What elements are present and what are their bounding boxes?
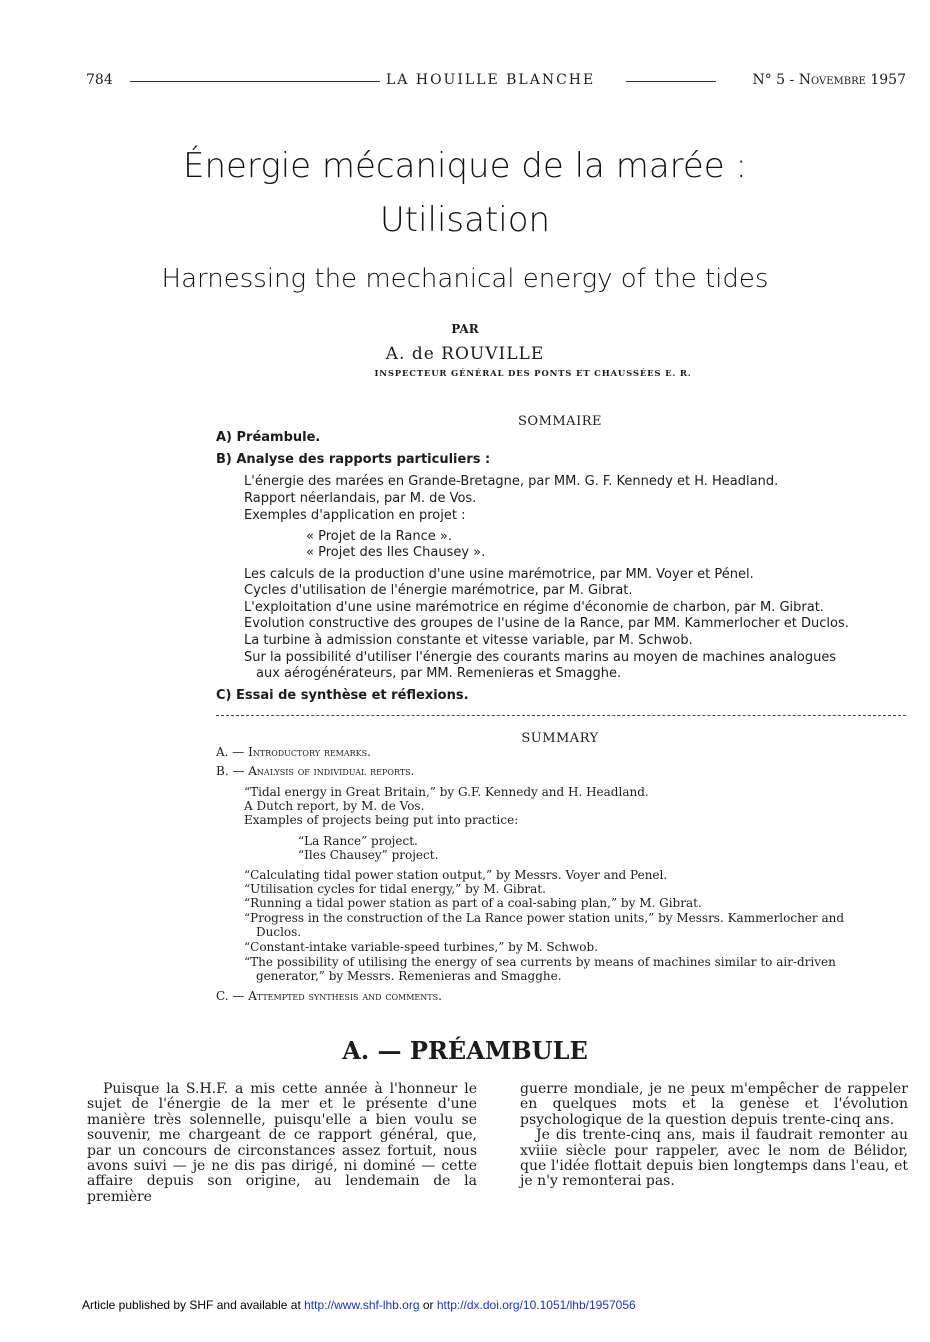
sommaire-item: Sur la possibilité d'utiliser l'énergie des courants marins au moyen de machines analogues [244,650,837,665]
sommaire-item: Exemples d'application en projet : [244,508,466,523]
journal-name: LA HOUILLE BLANCHE [386,72,596,88]
author-affiliation: INSPECTEUR GÉNÉRAL DES PONTS ET CHAUSSÉES E. R. [374,369,692,379]
summary-item: “Running a tidal power station as part of a coal-sabing plan,” by M. Gibrat. [244,896,702,910]
sommaire-heading: SOMMAIRE [518,414,602,429]
sommaire-section-a: A) Préambule. [216,430,321,445]
english-subtitle: Harnessing the mechanical energy of the tides [161,264,769,294]
body-paragraph-2: Je dis trente-cinq ans, mais il faudrait remonter au xviiie siècle pour rappeler, avec le nom de Bélidor, que l'idée flottait depuis bien longtemps dans l'eau, et je n'y remonterai pas. [520,1127,908,1190]
body-column-right [520,1082,908,1190]
summary-item: “Tidal energy in Great Britain,” by G.F. Kennedy and H. Headland. [244,785,649,799]
sommaire-item: aux aérogénérateurs, par MM. Remenieras et Smagghe. [256,666,622,681]
sommaire-item: Cycles d'utilisation de l'énergie marémotrice, par M. Gibrat. [244,583,633,598]
sommaire-item: L'énergie des marées en Grande-Bretagne, par MM. G. F. Kennedy et H. Headland. [244,474,779,489]
summary-item: “The possibility of utilising the energy of sea currents by means of machines similar to air-driven [244,955,836,969]
title-line-1: Énergie mécanique de la marée : [182,146,747,186]
body-paragraph-1-cont: guerre mondiale, je ne peux m'empêcher de rappeler en quelques mots et la genèse et l'évolution psychologique de la question depuis trente-cinq ans. [520,1081,908,1128]
sommaire-item: Evolution constructive des groupes de l'usine de la Rance, par MM. Kammerlocher et Duclos. [244,616,849,631]
sommaire-item: L'exploitation d'une usine marémotrice en régime d'économie de charbon, par M. Gibrat. [244,600,824,615]
section-divider [216,715,906,716]
issue-label: N° 5 - Novembre 1957 [752,72,906,88]
summary-item: A Dutch report, by M. de Vos. [244,799,425,813]
summary-item: Duclos. [256,925,302,939]
summary-item: “Calculating tidal power station output,” by Messrs. Voyer and Penel. [244,868,668,882]
footer-text-or: or [419,1298,437,1312]
summary-section-b: B. — Analysis of individual reports. [216,764,415,778]
summary-item: Examples of projects being put into practice: [244,813,519,827]
summary-item: “Utilisation cycles for tidal energy,” by M. Gibrat. [244,882,546,896]
summary-heading: SUMMARY [521,731,599,746]
page-number: 784 [86,72,113,88]
summary-item: “La Rance” project. [298,834,418,848]
header-rule-right [626,81,716,82]
summary-item: generator,” by Messrs. Remenieras and Smagghe. [256,969,562,983]
body-column-left [87,1082,477,1205]
sommaire-item: Rapport néerlandais, par M. de Vos. [244,491,477,506]
summary-item: “Iles Chausey” project. [298,848,439,862]
byline-par: PAR [451,322,479,336]
body-paragraph-1: Puisque la S.H.F. a mis cette année à l'honneur le sujet de l'énergie de la mer et le présente d'une manière très solennelle, puisqu'elle a bien voulu se souvenir, me chargeant de ce rapport général, que, par un concours de circonstances assez fortuit, nous avons suivi — je ne dis pas dirigé, ni dominé — cette affaire depuis son origine, au lendemain de la première [87,1081,477,1205]
header-rule-left [130,81,380,82]
sommaire-item: « Projet des Iles Chausey ». [306,545,486,560]
summary-section-c: C. — Attempted synthesis and comments. [216,989,442,1003]
page-footer [82,1298,636,1312]
summary-item: “Progress in the construction of the La Rance power station units,” by Messrs. Kammerlocher and [244,911,845,925]
running-header [86,72,906,92]
footer-link-shf[interactable]: http://www.shf-lhb.org [304,1298,420,1312]
footer-link-doi[interactable]: http://dx.doi.org/10.1051/lhb/1957056 [436,1298,636,1312]
footer-text: Article published by SHF and available at [82,1298,305,1312]
sommaire-item: La turbine à admission constante et vitesse variable, par M. Schwob. [244,633,693,648]
section-heading-preambule: A. — PRÉAMBULE [342,1036,588,1065]
sommaire-section-c: C) Essai de synthèse et réflexions. [216,688,469,703]
sommaire-section-b: B) Analyse des rapports particuliers : [216,452,491,467]
author-name: A. de ROUVILLE [385,344,545,364]
title-line-2: Utilisation [379,200,551,240]
summary-section-a: A. — Introductory remarks. [216,745,371,759]
sommaire-item: Les calculs de la production d'une usine marémotrice, par MM. Voyer et Pénel. [244,567,754,582]
sommaire-item: « Projet de la Rance ». [306,529,452,544]
summary-item: “Constant-intake variable-speed turbines,” by M. Schwob. [244,940,599,954]
